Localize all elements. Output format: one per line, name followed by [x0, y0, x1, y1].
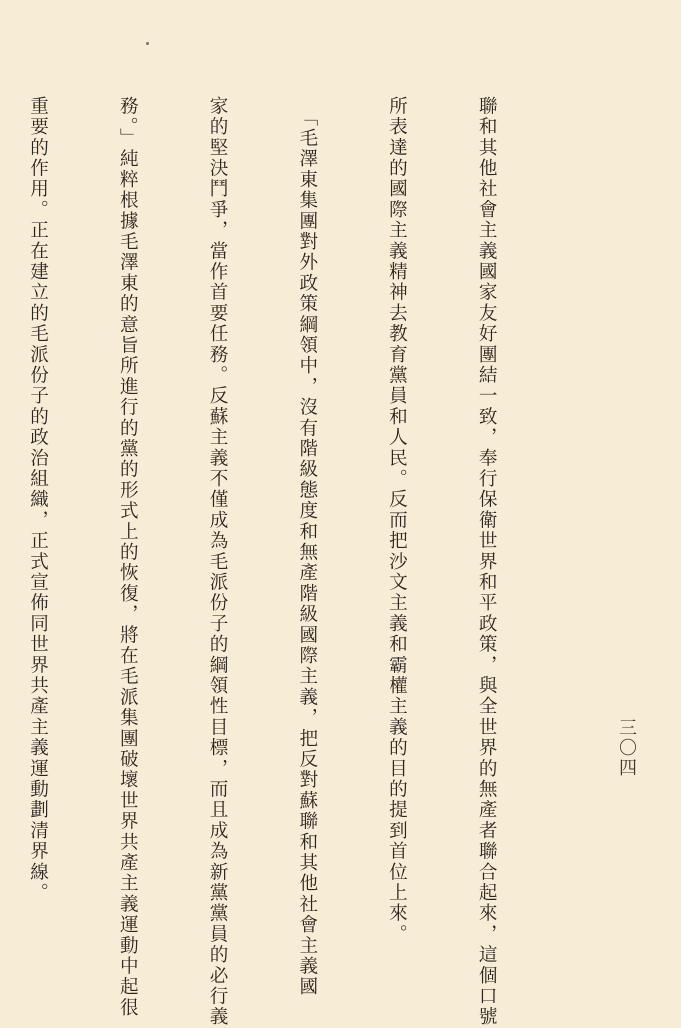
text-column: 家的堅決鬥爭，當作首要任務。反蘇主義不僅成為毛派份子的綱領性目標，而且成為新黨黨員的必行義	[207, 96, 229, 1028]
body-text	[0, 96, 561, 1028]
paper-speck	[146, 42, 149, 45]
text-column: 聯和其他社會主義國家友好團結一致，奉行保衛世界和平政策，與全世界的無產者聯合起來，這個口號	[476, 96, 498, 1028]
text-column: 重要的作用。正在建立的毛派份子的政治組織，正式宣佈同世界共產主義運動劃清界線。	[27, 96, 49, 904]
text-column: 務。」純粹根據毛澤東的意旨所進行的黨的形式上的恢復，將在毛派集團破壞世界共產主義運動中起很	[117, 96, 139, 1019]
page-number: 三〇四	[616, 718, 637, 778]
text-column: 「毛澤東集團對外政策綱領中，沒有階級態度和無產階級國際主義，把反對蘇聯和其他社會主義國	[296, 96, 318, 998]
text-column: 所表達的國際主義精神去教育黨員和人民。反而把沙文主義和霸權主義的目的提到首位上來。	[386, 96, 408, 945]
